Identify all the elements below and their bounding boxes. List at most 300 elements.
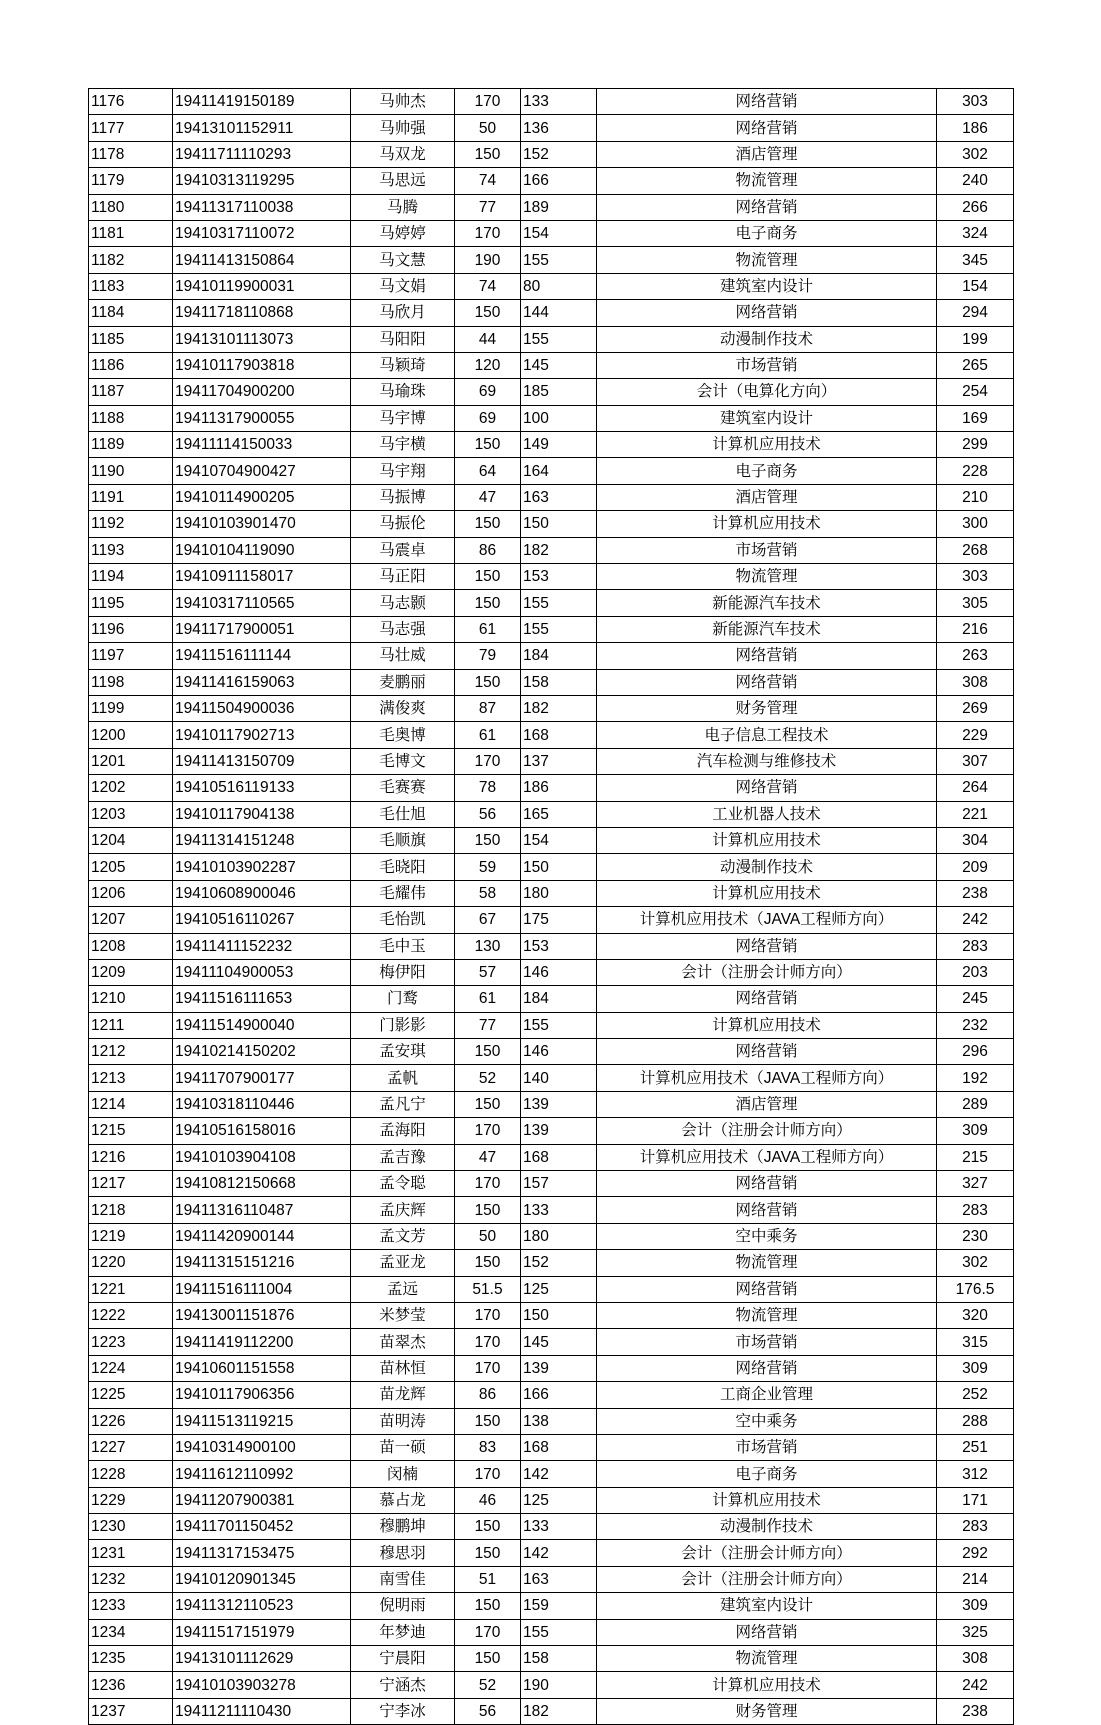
cell-major: 酒店管理 [597, 484, 937, 510]
cell-exam_no: 19411504900036 [173, 695, 351, 721]
cell-major: 物流管理 [597, 564, 937, 590]
cell-score2: 154 [521, 220, 597, 246]
cell-major: 网络营销 [597, 89, 937, 115]
table-row [89, 854, 1014, 880]
cell-score1: 150 [455, 511, 521, 537]
cell-score1: 50 [455, 115, 521, 141]
cell-score2: 180 [521, 1223, 597, 1249]
cell-major: 财务管理 [597, 695, 937, 721]
cell-score1: 61 [455, 616, 521, 642]
cell-major: 动漫制作技术 [597, 1514, 937, 1540]
table-row [89, 352, 1014, 378]
cell-index: 1226 [89, 1408, 173, 1434]
table-row [89, 669, 1014, 695]
cell-index: 1216 [89, 1144, 173, 1170]
cell-name: 满俊爽 [351, 695, 455, 721]
cell-name: 马震卓 [351, 537, 455, 563]
score-table-body [89, 89, 1014, 1725]
cell-name: 孟远 [351, 1276, 455, 1302]
cell-score2: 146 [521, 1039, 597, 1065]
table-row [89, 643, 1014, 669]
cell-total: 245 [937, 986, 1014, 1012]
cell-name: 宁李冰 [351, 1698, 455, 1724]
cell-name: 马宇横 [351, 432, 455, 458]
table-row [89, 695, 1014, 721]
cell-index: 1203 [89, 801, 173, 827]
cell-major: 工业机器人技术 [597, 801, 937, 827]
cell-score1: 170 [455, 89, 521, 115]
cell-score1: 150 [455, 1540, 521, 1566]
cell-score1: 46 [455, 1487, 521, 1513]
cell-score2: 180 [521, 880, 597, 906]
cell-score1: 150 [455, 1197, 521, 1223]
cell-score2: 153 [521, 933, 597, 959]
cell-name: 马帅强 [351, 115, 455, 141]
cell-score1: 83 [455, 1434, 521, 1460]
cell-score2: 153 [521, 564, 597, 590]
cell-index: 1225 [89, 1382, 173, 1408]
cell-score2: 168 [521, 1144, 597, 1170]
cell-index: 1194 [89, 564, 173, 590]
cell-score1: 150 [455, 1091, 521, 1117]
cell-major: 网络营销 [597, 933, 937, 959]
cell-exam_no: 19411316110487 [173, 1197, 351, 1223]
cell-major: 电子商务 [597, 220, 937, 246]
cell-score1: 61 [455, 986, 521, 1012]
cell-total: 265 [937, 352, 1014, 378]
table-row [89, 1540, 1014, 1566]
cell-exam_no: 19411312110523 [173, 1593, 351, 1619]
cell-total: 305 [937, 590, 1014, 616]
cell-name: 马腾 [351, 194, 455, 220]
cell-exam_no: 19410314900100 [173, 1434, 351, 1460]
cell-exam_no: 19410317110565 [173, 590, 351, 616]
cell-score1: 150 [455, 1646, 521, 1672]
cell-major: 建筑室内设计 [597, 1593, 937, 1619]
cell-total: 199 [937, 326, 1014, 352]
cell-score2: 125 [521, 1276, 597, 1302]
cell-major: 动漫制作技术 [597, 854, 937, 880]
cell-score1: 150 [455, 827, 521, 853]
cell-score2: 150 [521, 511, 597, 537]
cell-exam_no: 19410120901345 [173, 1566, 351, 1592]
cell-exam_no: 19410103903278 [173, 1672, 351, 1698]
cell-name: 孟亚龙 [351, 1250, 455, 1276]
cell-total: 288 [937, 1408, 1014, 1434]
cell-index: 1224 [89, 1355, 173, 1381]
cell-index: 1223 [89, 1329, 173, 1355]
cell-name: 孟吉豫 [351, 1144, 455, 1170]
cell-total: 308 [937, 669, 1014, 695]
cell-score1: 56 [455, 1698, 521, 1724]
cell-score1: 87 [455, 695, 521, 721]
cell-score2: 166 [521, 1382, 597, 1408]
cell-index: 1234 [89, 1619, 173, 1645]
cell-major: 计算机应用技术（JAVA工程师方向） [597, 1065, 937, 1091]
cell-total: 192 [937, 1065, 1014, 1091]
cell-index: 1187 [89, 379, 173, 405]
table-row [89, 1408, 1014, 1434]
cell-total: 154 [937, 273, 1014, 299]
cell-score1: 170 [455, 748, 521, 774]
cell-major: 市场营销 [597, 537, 937, 563]
cell-name: 宁晨阳 [351, 1646, 455, 1672]
cell-name: 苗林恒 [351, 1355, 455, 1381]
cell-major: 新能源汽车技术 [597, 590, 937, 616]
table-row [89, 775, 1014, 801]
table-row [89, 907, 1014, 933]
cell-total: 264 [937, 775, 1014, 801]
cell-major: 市场营销 [597, 352, 937, 378]
cell-score2: 155 [521, 247, 597, 273]
cell-major: 物流管理 [597, 168, 937, 194]
cell-exam_no: 19410103901470 [173, 511, 351, 537]
table-row [89, 1593, 1014, 1619]
table-row [89, 1171, 1014, 1197]
cell-score1: 120 [455, 352, 521, 378]
cell-score2: 175 [521, 907, 597, 933]
cell-score2: 138 [521, 1408, 597, 1434]
cell-name: 米梦莹 [351, 1302, 455, 1328]
cell-index: 1183 [89, 273, 173, 299]
cell-total: 292 [937, 1540, 1014, 1566]
cell-name: 穆思羽 [351, 1540, 455, 1566]
cell-exam_no: 19411104900053 [173, 959, 351, 985]
cell-total: 228 [937, 458, 1014, 484]
cell-score1: 86 [455, 1382, 521, 1408]
cell-score2: 165 [521, 801, 597, 827]
cell-exam_no: 19411516111144 [173, 643, 351, 669]
cell-index: 1214 [89, 1091, 173, 1117]
cell-total: 171 [937, 1487, 1014, 1513]
cell-index: 1208 [89, 933, 173, 959]
cell-exam_no: 19411707900177 [173, 1065, 351, 1091]
table-row [89, 1250, 1014, 1276]
cell-exam_no: 19411718110868 [173, 300, 351, 326]
cell-score1: 170 [455, 1355, 521, 1381]
cell-index: 1222 [89, 1302, 173, 1328]
cell-name: 苗一硕 [351, 1434, 455, 1460]
cell-name: 毛顺旗 [351, 827, 455, 853]
cell-index: 1196 [89, 616, 173, 642]
cell-score2: 155 [521, 326, 597, 352]
cell-name: 毛耀伟 [351, 880, 455, 906]
cell-score2: 137 [521, 748, 597, 774]
table-row [89, 933, 1014, 959]
cell-total: 186 [937, 115, 1014, 141]
cell-major: 计算机应用技术 [597, 827, 937, 853]
cell-exam_no: 19411612110992 [173, 1461, 351, 1487]
table-row [89, 405, 1014, 431]
cell-name: 孟令聪 [351, 1171, 455, 1197]
cell-score1: 64 [455, 458, 521, 484]
cell-score1: 74 [455, 273, 521, 299]
cell-exam_no: 19411704900200 [173, 379, 351, 405]
cell-major: 会计（注册会计师方向） [597, 959, 937, 985]
table-row [89, 1382, 1014, 1408]
table-row [89, 168, 1014, 194]
cell-index: 1236 [89, 1672, 173, 1698]
table-row [89, 1065, 1014, 1091]
table-row [89, 1329, 1014, 1355]
cell-name: 门影影 [351, 1012, 455, 1038]
table-row [89, 564, 1014, 590]
cell-score1: 52 [455, 1065, 521, 1091]
cell-index: 1200 [89, 722, 173, 748]
cell-exam_no: 19410601151558 [173, 1355, 351, 1381]
cell-score1: 74 [455, 168, 521, 194]
cell-score2: 163 [521, 1566, 597, 1592]
cell-index: 1207 [89, 907, 173, 933]
cell-score1: 150 [455, 141, 521, 167]
cell-exam_no: 19410704900427 [173, 458, 351, 484]
table-row [89, 959, 1014, 985]
cell-score1: 86 [455, 537, 521, 563]
table-row [89, 273, 1014, 299]
cell-total: 300 [937, 511, 1014, 537]
cell-name: 马欣月 [351, 300, 455, 326]
table-row [89, 1276, 1014, 1302]
cell-name: 马志强 [351, 616, 455, 642]
cell-index: 1218 [89, 1197, 173, 1223]
cell-score2: 184 [521, 986, 597, 1012]
cell-index: 1213 [89, 1065, 173, 1091]
cell-name: 门鹜 [351, 986, 455, 1012]
cell-total: 240 [937, 168, 1014, 194]
cell-score1: 150 [455, 300, 521, 326]
cell-index: 1180 [89, 194, 173, 220]
cell-index: 1221 [89, 1276, 173, 1302]
cell-major: 计算机应用技术 [597, 1672, 937, 1698]
cell-major: 网络营销 [597, 194, 937, 220]
cell-major: 建筑室内设计 [597, 405, 937, 431]
table-row [89, 432, 1014, 458]
cell-major: 物流管理 [597, 247, 937, 273]
cell-score2: 80 [521, 273, 597, 299]
cell-major: 物流管理 [597, 1302, 937, 1328]
cell-exam_no: 19410117904138 [173, 801, 351, 827]
table-row [89, 1302, 1014, 1328]
cell-total: 283 [937, 933, 1014, 959]
cell-score2: 166 [521, 168, 597, 194]
cell-score1: 47 [455, 1144, 521, 1170]
cell-major: 动漫制作技术 [597, 326, 937, 352]
table-row [89, 537, 1014, 563]
cell-total: 294 [937, 300, 1014, 326]
cell-major: 物流管理 [597, 1646, 937, 1672]
cell-score1: 190 [455, 247, 521, 273]
cell-score2: 149 [521, 432, 597, 458]
cell-exam_no: 19410119900031 [173, 273, 351, 299]
cell-name: 马振伦 [351, 511, 455, 537]
cell-major: 会计（注册会计师方向） [597, 1118, 937, 1144]
cell-score2: 152 [521, 141, 597, 167]
cell-name: 孟凡宁 [351, 1091, 455, 1117]
cell-score2: 142 [521, 1540, 597, 1566]
cell-exam_no: 19411514900040 [173, 1012, 351, 1038]
cell-exam_no: 19411701150452 [173, 1514, 351, 1540]
cell-score2: 168 [521, 1434, 597, 1460]
cell-major: 网络营销 [597, 1171, 937, 1197]
cell-total: 325 [937, 1619, 1014, 1645]
cell-index: 1181 [89, 220, 173, 246]
cell-index: 1188 [89, 405, 173, 431]
cell-score2: 146 [521, 959, 597, 985]
cell-total: 309 [937, 1118, 1014, 1144]
cell-exam_no: 19411516111653 [173, 986, 351, 1012]
cell-exam_no: 19410117902713 [173, 722, 351, 748]
cell-major: 市场营销 [597, 1434, 937, 1460]
cell-score1: 150 [455, 1593, 521, 1619]
cell-major: 电子信息工程技术 [597, 722, 937, 748]
cell-exam_no: 19410114900205 [173, 484, 351, 510]
table-row [89, 511, 1014, 537]
cell-score2: 133 [521, 1197, 597, 1223]
table-row [89, 1646, 1014, 1672]
cell-index: 1232 [89, 1566, 173, 1592]
cell-score2: 139 [521, 1118, 597, 1144]
cell-score1: 58 [455, 880, 521, 906]
cell-total: 304 [937, 827, 1014, 853]
cell-score1: 67 [455, 907, 521, 933]
table-row [89, 115, 1014, 141]
table-row [89, 590, 1014, 616]
cell-exam_no: 19411419112200 [173, 1329, 351, 1355]
cell-score1: 79 [455, 643, 521, 669]
cell-major: 电子商务 [597, 1461, 937, 1487]
cell-total: 320 [937, 1302, 1014, 1328]
cell-score2: 158 [521, 669, 597, 695]
cell-score1: 170 [455, 1619, 521, 1645]
cell-total: 299 [937, 432, 1014, 458]
cell-score1: 44 [455, 326, 521, 352]
cell-name: 马文娟 [351, 273, 455, 299]
cell-major: 会计（注册会计师方向） [597, 1566, 937, 1592]
cell-index: 1204 [89, 827, 173, 853]
cell-total: 345 [937, 247, 1014, 273]
cell-score2: 100 [521, 405, 597, 431]
table-row [89, 1118, 1014, 1144]
cell-name: 马颖琦 [351, 352, 455, 378]
cell-total: 229 [937, 722, 1014, 748]
cell-total: 176.5 [937, 1276, 1014, 1302]
cell-total: 210 [937, 484, 1014, 510]
cell-score2: 182 [521, 537, 597, 563]
cell-index: 1206 [89, 880, 173, 906]
cell-name: 马阳阳 [351, 326, 455, 352]
cell-exam_no: 19410516110267 [173, 907, 351, 933]
cell-score2: 186 [521, 775, 597, 801]
table-row [89, 722, 1014, 748]
cell-score1: 170 [455, 1461, 521, 1487]
cell-name: 闵楠 [351, 1461, 455, 1487]
cell-total: 216 [937, 616, 1014, 642]
cell-exam_no: 19413001151876 [173, 1302, 351, 1328]
cell-major: 汽车检测与维修技术 [597, 748, 937, 774]
cell-index: 1212 [89, 1039, 173, 1065]
cell-total: 203 [937, 959, 1014, 985]
cell-score1: 150 [455, 564, 521, 590]
cell-index: 1193 [89, 537, 173, 563]
cell-index: 1233 [89, 1593, 173, 1619]
cell-index: 1189 [89, 432, 173, 458]
table-row [89, 484, 1014, 510]
table-row [89, 1197, 1014, 1223]
cell-index: 1179 [89, 168, 173, 194]
table-row [89, 220, 1014, 246]
cell-major: 网络营销 [597, 1197, 937, 1223]
cell-index: 1186 [89, 352, 173, 378]
cell-name: 南雪佳 [351, 1566, 455, 1592]
cell-score2: 155 [521, 1619, 597, 1645]
cell-total: 309 [937, 1355, 1014, 1381]
table-row [89, 458, 1014, 484]
cell-major: 计算机应用技术 [597, 880, 937, 906]
cell-score2: 155 [521, 590, 597, 616]
cell-score1: 77 [455, 194, 521, 220]
table-row [89, 1514, 1014, 1540]
cell-score1: 69 [455, 405, 521, 431]
cell-index: 1228 [89, 1461, 173, 1487]
table-row [89, 827, 1014, 853]
cell-score2: 163 [521, 484, 597, 510]
table-row [89, 1461, 1014, 1487]
cell-major: 市场营销 [597, 1329, 937, 1355]
table-row [89, 1619, 1014, 1645]
cell-score1: 170 [455, 1329, 521, 1355]
cell-exam_no: 19411411152232 [173, 933, 351, 959]
cell-score2: 168 [521, 722, 597, 748]
cell-major: 新能源汽车技术 [597, 616, 937, 642]
cell-index: 1230 [89, 1514, 173, 1540]
cell-major: 工商企业管理 [597, 1382, 937, 1408]
cell-name: 穆鹏坤 [351, 1514, 455, 1540]
cell-score2: 150 [521, 1302, 597, 1328]
cell-total: 302 [937, 1250, 1014, 1276]
cell-score2: 182 [521, 695, 597, 721]
cell-name: 马帅杰 [351, 89, 455, 115]
table-row [89, 616, 1014, 642]
cell-name: 年梦迪 [351, 1619, 455, 1645]
cell-score2: 185 [521, 379, 597, 405]
cell-index: 1209 [89, 959, 173, 985]
cell-index: 1185 [89, 326, 173, 352]
table-row [89, 748, 1014, 774]
cell-index: 1215 [89, 1118, 173, 1144]
cell-name: 毛博文 [351, 748, 455, 774]
cell-index: 1177 [89, 115, 173, 141]
table-row [89, 880, 1014, 906]
cell-index: 1231 [89, 1540, 173, 1566]
cell-score1: 52 [455, 1672, 521, 1698]
cell-major: 计算机应用技术 [597, 1012, 937, 1038]
cell-score2: 152 [521, 1250, 597, 1276]
cell-total: 324 [937, 220, 1014, 246]
cell-score1: 150 [455, 669, 521, 695]
cell-name: 马振博 [351, 484, 455, 510]
cell-name: 孟海阳 [351, 1118, 455, 1144]
cell-name: 苗翠杰 [351, 1329, 455, 1355]
cell-major: 网络营销 [597, 1355, 937, 1381]
cell-score2: 140 [521, 1065, 597, 1091]
cell-index: 1195 [89, 590, 173, 616]
cell-exam_no: 19410104119090 [173, 537, 351, 563]
cell-total: 307 [937, 748, 1014, 774]
cell-exam_no: 19411516111004 [173, 1276, 351, 1302]
table-row [89, 247, 1014, 273]
cell-exam_no: 19410608900046 [173, 880, 351, 906]
cell-major: 空中乘务 [597, 1408, 937, 1434]
